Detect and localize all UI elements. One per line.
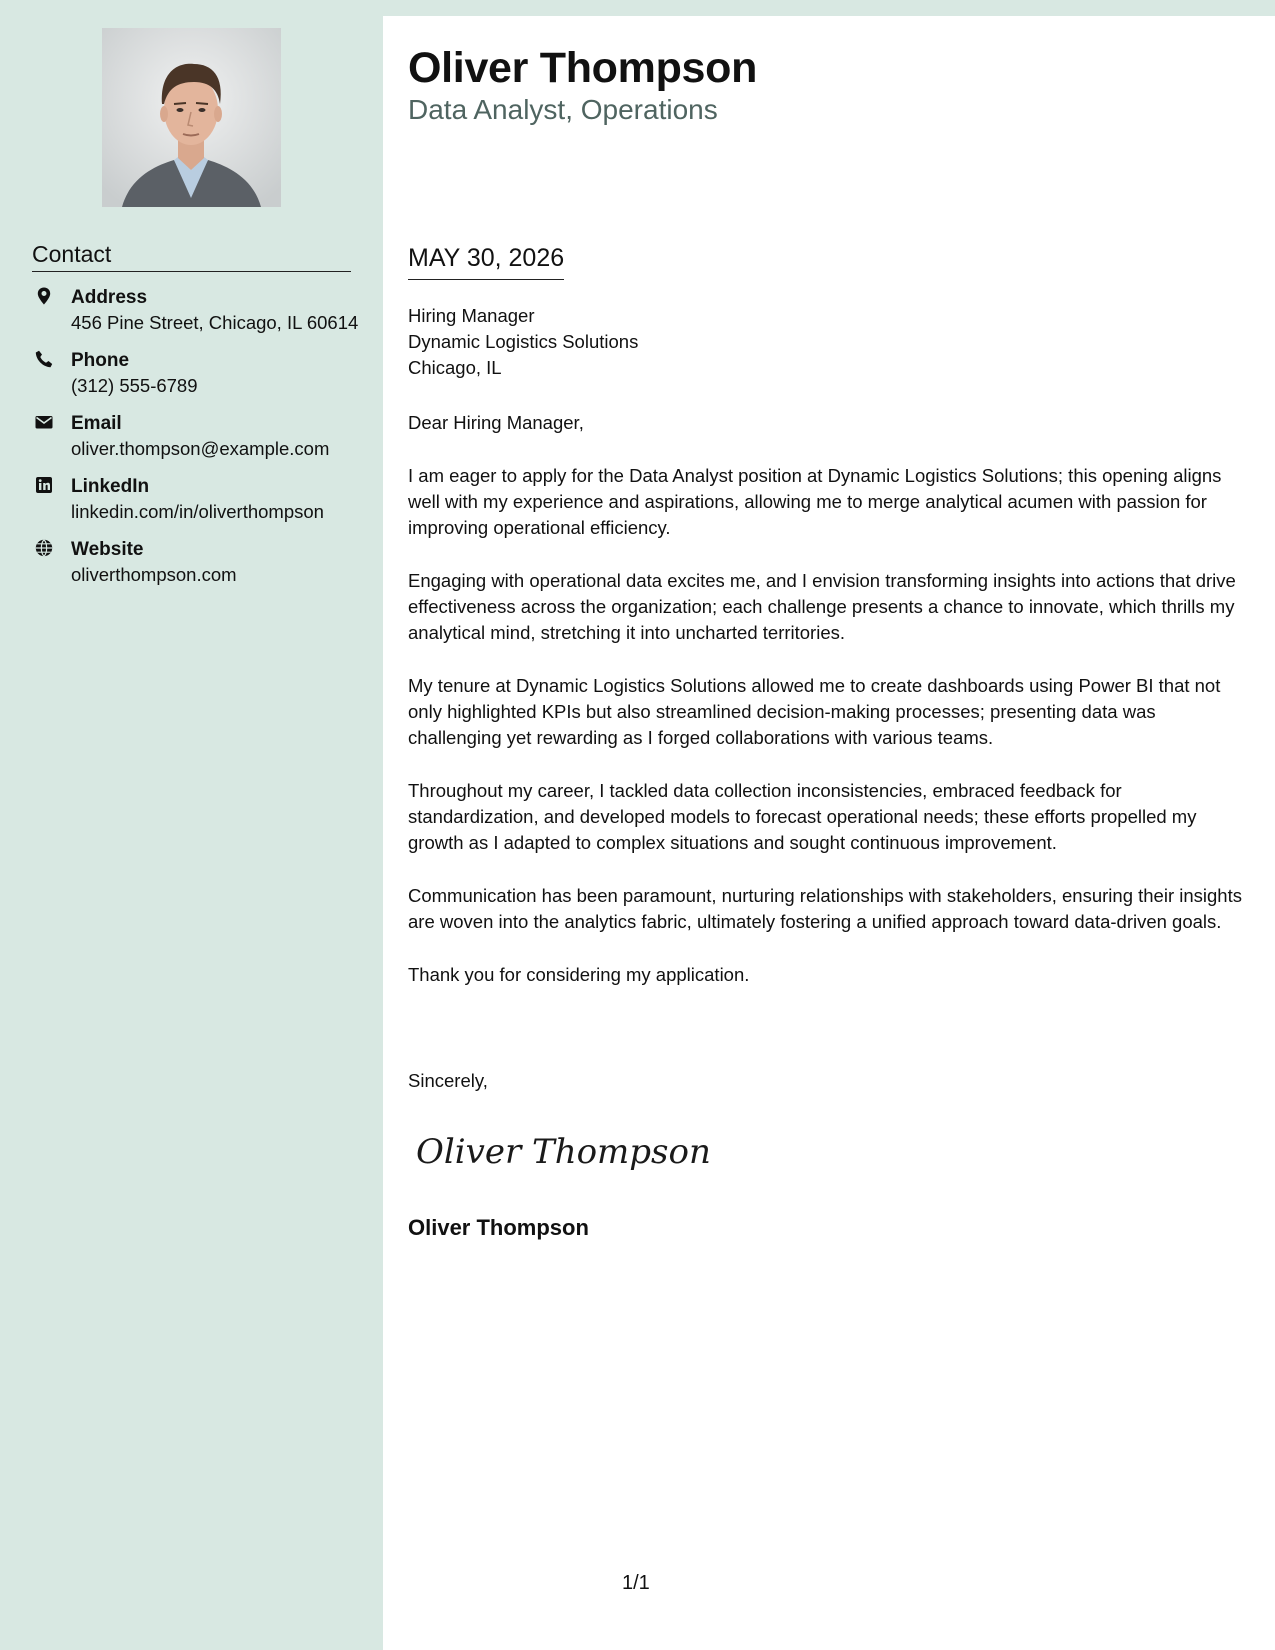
profile-photo — [102, 28, 281, 207]
linkedin-link[interactable]: linkedin.com/in/oliverthompson — [71, 501, 324, 522]
letter-date: MAY 30, 2026 — [408, 244, 564, 280]
contact-label: Website — [71, 539, 144, 560]
contact-label: Phone — [71, 350, 130, 371]
body-paragraph: Engaging with operational data excites me, and I envision transforming insights into actions that drive effectiveness across the organization; each challenge presents a chance to innovate, which thrills my analytical mind, stretching it into uncharted territories. — [408, 570, 1236, 643]
email-link[interactable]: oliver.thompson@example.com — [71, 438, 330, 459]
signature-text: Oliver Thompson — [416, 1132, 711, 1172]
recipient-line: Hiring Manager — [408, 305, 535, 326]
linkedin-icon — [34, 475, 54, 495]
body-paragraph: My tenure at Dynamic Logistics Solutions allowed me to create dashboards using Power BI that not only highlighted KPIs but also streamlined decision-making processes; presenting data was challenging yet rewarding as I forged collaborations with various teams. — [408, 675, 1221, 748]
applicant-name: Oliver Thompson — [408, 44, 758, 92]
contact-item-email — [32, 411, 362, 461]
map-pin-icon — [34, 286, 54, 306]
recipient-block — [408, 303, 1248, 381]
signature-image — [414, 1125, 711, 1175]
website-link[interactable]: oliverthompson.com — [71, 564, 237, 585]
handwritten-signature — [414, 1125, 711, 1175]
body-paragraph: I am eager to apply for the Data Analyst position at Dynamic Logistics Solutions; this opening aligns well with my experience and aspirations, allowing me to merge analytical acumen with passion for improving operational efficiency. — [408, 465, 1222, 538]
contact-heading: Contact — [32, 241, 351, 272]
body-paragraph: Throughout my career, I tackled data collection inconsistencies, embraced feedback for standardization, and developed models to forecast operational needs; these efforts propelled my growth as I adapted to complex situations and sought continuous improvement. — [408, 780, 1197, 853]
globe-icon — [34, 538, 54, 558]
sidebar — [0, 0, 383, 1650]
address-value: 456 Pine Street, Chicago, IL 60614 — [71, 312, 359, 333]
recipient-line: Dynamic Logistics Solutions — [408, 331, 639, 352]
contact-item-address — [32, 285, 362, 335]
envelope-icon — [34, 412, 54, 432]
recipient-line: Chicago, IL — [408, 357, 502, 378]
greeting: Dear Hiring Manager, — [408, 412, 584, 433]
job-title: Data Analyst, Operations — [408, 94, 718, 125]
contact-label: Address — [71, 287, 148, 308]
phone-value: (312) 555-6789 — [71, 375, 198, 396]
body-paragraph: Communication has been paramount, nurturing relationships with stakeholders, ensuring their insights are woven into the analytics fabric, ultimately fostering a unified approach toward data-driven goals. — [408, 885, 1242, 932]
page-number: 1/1 — [622, 1572, 650, 1594]
signer-name: Oliver Thompson — [408, 1215, 589, 1240]
contact-list — [32, 285, 362, 600]
contact-item-phone — [32, 348, 362, 398]
contact-item-linkedin — [32, 474, 362, 524]
contact-label: Email — [71, 413, 122, 434]
contact-item-website — [32, 537, 362, 587]
letter-body — [408, 410, 1248, 1015]
portrait-illustration — [102, 28, 281, 207]
phone-icon — [34, 349, 54, 369]
body-paragraph: Thank you for considering my application. — [408, 964, 750, 985]
contact-label: LinkedIn — [71, 476, 150, 497]
closing: Sincerely, — [408, 1070, 488, 1091]
